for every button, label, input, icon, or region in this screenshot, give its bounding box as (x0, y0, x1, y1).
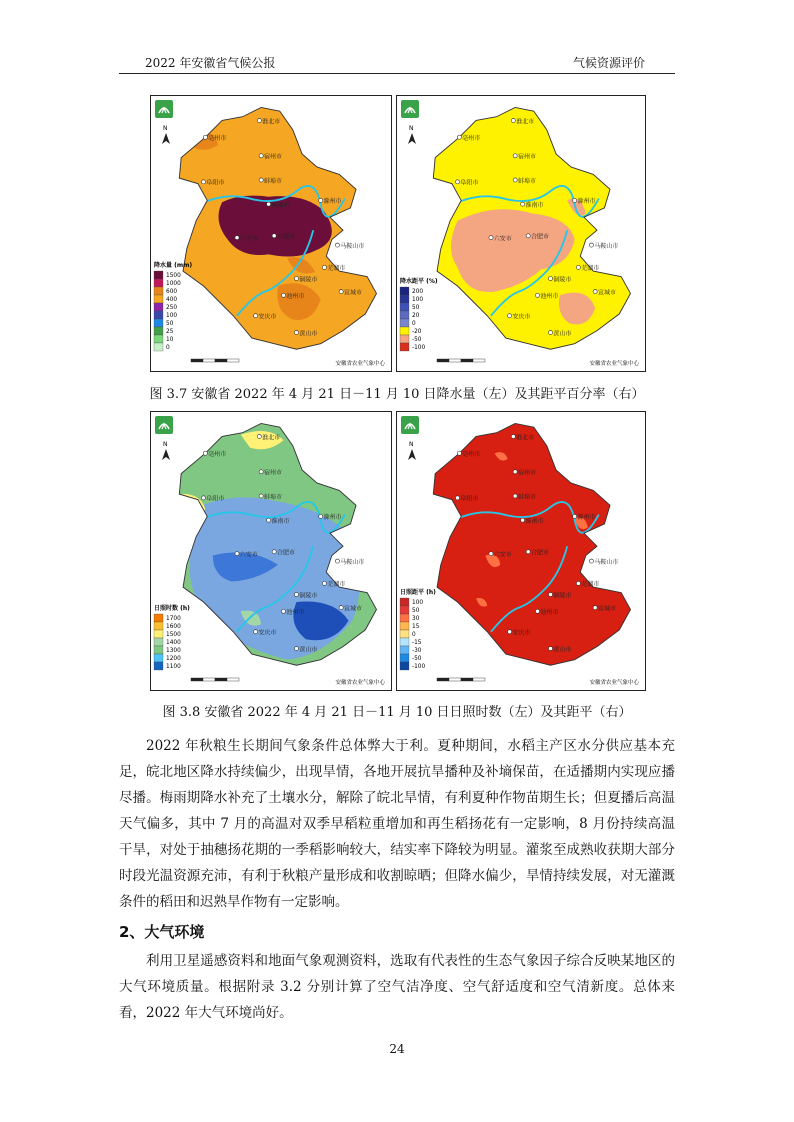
city-marker (201, 180, 205, 184)
city-label: 淮南市 (271, 201, 290, 209)
province-map (411, 416, 645, 690)
legend-label: 100 (412, 600, 424, 606)
city-label: 安庆市 (512, 629, 531, 637)
city-label: 淮北市 (262, 118, 281, 126)
city-label: 铜陵市 (299, 276, 318, 284)
city-marker (589, 559, 593, 563)
legend-swatch (400, 319, 409, 327)
city-marker (272, 550, 276, 554)
legend-swatch (400, 646, 409, 654)
city-marker (508, 314, 512, 318)
map-legend (154, 604, 190, 670)
city-label: 阜阳市 (206, 495, 225, 503)
legend-label: 100 (412, 297, 424, 303)
city-marker (573, 514, 577, 518)
legend-label: 200 (412, 289, 424, 295)
legend-swatch (154, 630, 163, 638)
city-label: 宿州市 (517, 153, 537, 161)
city-label: 宿州市 (517, 469, 537, 477)
legend-label: 1000 (166, 281, 181, 287)
legend-swatch (400, 311, 409, 319)
legend-swatch (400, 654, 409, 662)
map-credit: 安徽省农业气象中心 (589, 361, 639, 367)
legend-label: 1200 (166, 656, 181, 662)
city-label: 亳州市 (462, 134, 481, 142)
north-arrow-icon (408, 441, 416, 460)
city-label: 淮南市 (525, 517, 544, 525)
city-label: 阜阳市 (206, 179, 225, 187)
legend-label: 1500 (166, 632, 181, 638)
agency-logo-icon (401, 100, 419, 118)
city-marker (508, 630, 512, 634)
city-marker (203, 135, 207, 139)
legend-swatch (154, 622, 163, 630)
city-label: 亳州市 (462, 450, 481, 458)
legend-label: 400 (166, 297, 178, 303)
city-label: 宣城市 (343, 289, 363, 297)
city-marker (593, 290, 597, 294)
city-label: 铜陵市 (553, 592, 572, 600)
legend-label: 1500 (166, 273, 181, 279)
legend-swatch (400, 287, 409, 295)
city-marker (589, 243, 593, 247)
page-number: 24 (389, 1042, 405, 1056)
city-label: 蚌埠市 (517, 177, 537, 185)
legend-swatch (154, 295, 163, 303)
city-label: 芜湖市 (327, 265, 346, 273)
legend-label: 20 (412, 313, 420, 319)
city-label: 宣城市 (597, 605, 617, 613)
city-marker (257, 434, 261, 438)
province-map (157, 100, 391, 371)
city-label: 蚌埠市 (263, 177, 283, 185)
legend-label: -50 (412, 656, 422, 662)
agency-logo-icon (401, 416, 419, 434)
city-marker (294, 593, 298, 597)
city-label: 安庆市 (258, 629, 277, 637)
header-section: 气候资源评价 (572, 56, 645, 70)
city-label: 黄山市 (299, 330, 318, 338)
legend-label: -15 (412, 640, 422, 646)
city-marker (322, 265, 326, 269)
city-label: 池州市 (286, 609, 305, 617)
city-marker (521, 518, 525, 522)
legend-swatch (400, 606, 409, 614)
legend-label: -30 (412, 648, 422, 654)
city-label: 池州市 (286, 293, 305, 301)
legend-label: 250 (166, 305, 178, 311)
city-marker (548, 277, 552, 281)
legend-swatch (400, 343, 409, 351)
city-marker (259, 154, 263, 158)
map-sunshine-hours (150, 411, 392, 691)
body-paragraph-1 (119, 733, 675, 915)
north-arrow-icon (162, 441, 170, 460)
city-marker (455, 180, 459, 184)
city-marker (267, 518, 271, 522)
city-label: 六安市 (239, 235, 258, 243)
city-marker (235, 236, 239, 240)
legend-swatch (154, 287, 163, 295)
city-marker (513, 470, 517, 474)
city-label: 池州市 (540, 609, 559, 617)
legend-label: -100 (412, 664, 426, 670)
legend-title: 降水量 (mm) (154, 262, 193, 269)
city-marker (535, 609, 539, 613)
city-marker (457, 451, 461, 455)
legend-label: 1100 (166, 664, 181, 670)
legend-swatch (400, 662, 409, 670)
city-label: 芜湖市 (581, 581, 600, 589)
legend-label: 30 (412, 616, 420, 622)
svg-text:N: N (163, 125, 168, 132)
city-label: 合肥市 (530, 233, 550, 241)
scale-bar (437, 678, 485, 681)
legend-swatch (154, 279, 163, 287)
legend-label: 0 (412, 321, 416, 327)
legend-label: 0 (166, 345, 170, 351)
legend-label: 25 (166, 329, 174, 335)
map-credit: 安徽省农业气象中心 (335, 680, 385, 686)
legend-label: 50 (412, 608, 420, 614)
legend-swatch (154, 646, 163, 654)
city-marker (576, 581, 580, 585)
city-label: 宿州市 (263, 469, 283, 477)
legend-label: 1600 (166, 624, 181, 630)
city-marker (235, 552, 239, 556)
city-marker (526, 234, 530, 238)
legend-swatch (400, 630, 409, 638)
city-marker (281, 609, 285, 613)
svg-text:N: N (409, 125, 414, 132)
city-marker (457, 135, 461, 139)
legend-label: 0 (412, 632, 416, 638)
city-marker (513, 178, 517, 182)
map-credit: 安徽省农业气象中心 (589, 680, 639, 686)
city-label: 合肥市 (276, 549, 296, 557)
legend-swatch (154, 654, 163, 662)
legend-swatch (154, 311, 163, 319)
city-label: 黄山市 (553, 646, 572, 654)
paragraph-text: 2022 年秋粮生长期间气象条件总体弊大于利。夏种期间，水稻主产区水分供应基本充足，皖北地区降水持续偏少，出现旱情，各地开展抗旱播种及补墒保苗，在适播期内实现应播尽播。梅雨期降水补充了土壤水分，解除了皖北旱情，有利夏种作物苗期生长；但夏播后高温天气偏多，其中 7 月的高温对双季早稻粒重增加和再生稻扬花有一定影响，8 月份持续高温干旱，对处于抽穗扬花期的一季稻影响较大，结实率下降较为明显。灌浆至成熟收获期大部分时段光温资源充沛，有利于秋粮产量形成和收割晾晒；但降水偏少，旱情持续发展，对无灌溉条件的稻田和迟熟旱作物有一定影响。 (119, 738, 675, 910)
city-marker (535, 293, 539, 297)
city-label: 黄山市 (299, 646, 318, 654)
legend-label: -50 (412, 337, 422, 343)
legend-label: 10 (166, 337, 174, 343)
city-label: 淮南市 (271, 517, 290, 525)
city-label: 合肥市 (276, 233, 296, 241)
page-header (119, 54, 675, 74)
city-marker (335, 559, 339, 563)
map-precipitation-anomaly (396, 95, 646, 372)
city-label: 蚌埠市 (517, 493, 537, 501)
city-marker (511, 434, 515, 438)
north-arrow-icon (408, 125, 416, 144)
city-marker (259, 494, 263, 498)
city-label: 六安市 (239, 551, 258, 559)
legend-swatch (154, 343, 163, 351)
legend-swatch (400, 598, 409, 606)
city-marker (576, 265, 580, 269)
figure-3-8-caption: 图 3.8 安徽省 2022 年 4 月 21 日－11 月 10 日日照时数（左）及其距平（右） (162, 705, 632, 720)
section-title: 2、大气环境 (119, 923, 205, 941)
scale-bar (191, 359, 239, 362)
city-label: 铜陵市 (553, 276, 572, 284)
map-legend (154, 261, 192, 351)
legend-swatch (154, 638, 163, 646)
city-marker (281, 293, 285, 297)
legend-label: 50 (412, 305, 420, 311)
legend-swatch (154, 271, 163, 279)
agency-logo-icon (155, 100, 173, 118)
city-marker (548, 646, 552, 650)
map-credit: 安徽省农业气象中心 (335, 361, 385, 367)
city-marker (511, 118, 515, 122)
map-sunshine-anomaly (396, 411, 646, 691)
city-marker (489, 552, 493, 556)
legend-title: 日照时数 (h) (154, 605, 190, 612)
city-label: 宣城市 (343, 605, 363, 613)
legend-swatch (154, 319, 163, 327)
legend-swatch (400, 638, 409, 646)
city-label: 蚌埠市 (263, 493, 283, 501)
legend-title: 日照距平 (h) (400, 589, 436, 596)
city-marker (335, 243, 339, 247)
city-marker (513, 154, 517, 158)
legend-label: 600 (166, 289, 178, 295)
legend-swatch (400, 622, 409, 630)
city-marker (294, 646, 298, 650)
legend-swatch (154, 614, 163, 622)
legend-swatch (400, 335, 409, 343)
city-label: 合肥市 (530, 549, 550, 557)
legend-label: 1700 (166, 616, 181, 622)
city-label: 淮北市 (262, 434, 281, 442)
city-marker (259, 470, 263, 474)
city-marker (548, 593, 552, 597)
city-label: 宣城市 (597, 289, 617, 297)
city-label: 淮北市 (516, 118, 535, 126)
city-label: 滁州市 (577, 514, 596, 522)
city-marker (294, 277, 298, 281)
legend-label: 15 (412, 624, 420, 630)
map-legend (400, 588, 436, 670)
svg-text:N: N (409, 441, 414, 448)
city-marker (489, 236, 493, 240)
legend-label: 50 (166, 321, 174, 327)
city-label: 黄山市 (553, 330, 572, 338)
city-label: 铜陵市 (299, 592, 318, 600)
city-marker (203, 451, 207, 455)
legend-swatch (400, 327, 409, 335)
legend-label: 1300 (166, 648, 181, 654)
city-marker (339, 606, 343, 610)
city-label: 阜阳市 (460, 179, 479, 187)
city-marker (573, 198, 577, 202)
map-legend (400, 277, 438, 351)
city-marker (548, 330, 552, 334)
city-marker (254, 314, 258, 318)
city-label: 安庆市 (512, 313, 531, 321)
legend-label: 1400 (166, 640, 181, 646)
agency-logo-icon (155, 416, 173, 434)
city-label: 滁州市 (323, 198, 342, 206)
city-label: 亳州市 (208, 134, 227, 142)
city-marker (272, 234, 276, 238)
city-marker (322, 581, 326, 585)
city-marker (593, 606, 597, 610)
legend-swatch (400, 614, 409, 622)
city-label: 马鞍山市 (594, 558, 619, 566)
city-marker (294, 330, 298, 334)
legend-swatch (154, 303, 163, 311)
legend-title: 降水距平 (%) (400, 278, 438, 285)
city-label: 淮北市 (516, 434, 535, 442)
map-precipitation (150, 95, 392, 372)
legend-label: -100 (412, 345, 426, 351)
header-title: 2022 年安徽省气候公报 (145, 56, 276, 70)
city-label: 亳州市 (208, 450, 227, 458)
city-label: 芜湖市 (581, 265, 600, 273)
city-marker (319, 514, 323, 518)
city-label: 马鞍山市 (594, 242, 619, 250)
city-marker (257, 118, 261, 122)
city-label: 芜湖市 (327, 581, 346, 589)
scale-bar (191, 678, 239, 681)
city-marker (455, 496, 459, 500)
legend-swatch (154, 335, 163, 343)
province-map (411, 100, 645, 371)
city-label: 滁州市 (577, 198, 596, 206)
legend-swatch (400, 295, 409, 303)
legend-swatch (154, 662, 163, 670)
city-label: 六安市 (493, 235, 512, 243)
legend-swatch (154, 327, 163, 335)
city-marker (521, 202, 525, 206)
city-marker (259, 178, 263, 182)
north-arrow-icon (162, 125, 170, 144)
city-marker (201, 496, 205, 500)
city-label: 宿州市 (263, 153, 283, 161)
scale-bar (437, 359, 485, 362)
city-label: 池州市 (540, 293, 559, 301)
city-marker (254, 630, 258, 634)
city-label: 阜阳市 (460, 495, 479, 503)
header-divider (119, 73, 675, 74)
city-label: 马鞍山市 (340, 242, 365, 250)
city-marker (526, 550, 530, 554)
city-marker (319, 198, 323, 202)
city-label: 滁州市 (323, 514, 342, 522)
city-label: 淮南市 (525, 201, 544, 209)
province-map (157, 416, 391, 690)
city-label: 安庆市 (258, 313, 277, 321)
paragraph-text: 利用卫星遥感资料和地面气象观测资料，选取有代表性的生态气象因子综合反映某地区的大气环境质量。根据附录 3.2 分别计算了空气洁净度、空气舒适度和空气清新度。总体来看，2022 年大气环境尚好。 (119, 953, 675, 1021)
body-paragraph-2 (119, 948, 675, 1026)
city-label: 六安市 (493, 551, 512, 559)
svg-text:N: N (163, 441, 168, 448)
figure-3-7-caption: 图 3.7 安徽省 2022 年 4 月 21 日－11 月 10 日降水量（左）及其距平百分率（右） (149, 387, 645, 402)
city-marker (267, 202, 271, 206)
legend-swatch (400, 303, 409, 311)
city-marker (513, 494, 517, 498)
city-marker (339, 290, 343, 294)
legend-label: 100 (166, 313, 178, 319)
legend-label: -20 (412, 329, 422, 335)
city-label: 马鞍山市 (340, 558, 365, 566)
